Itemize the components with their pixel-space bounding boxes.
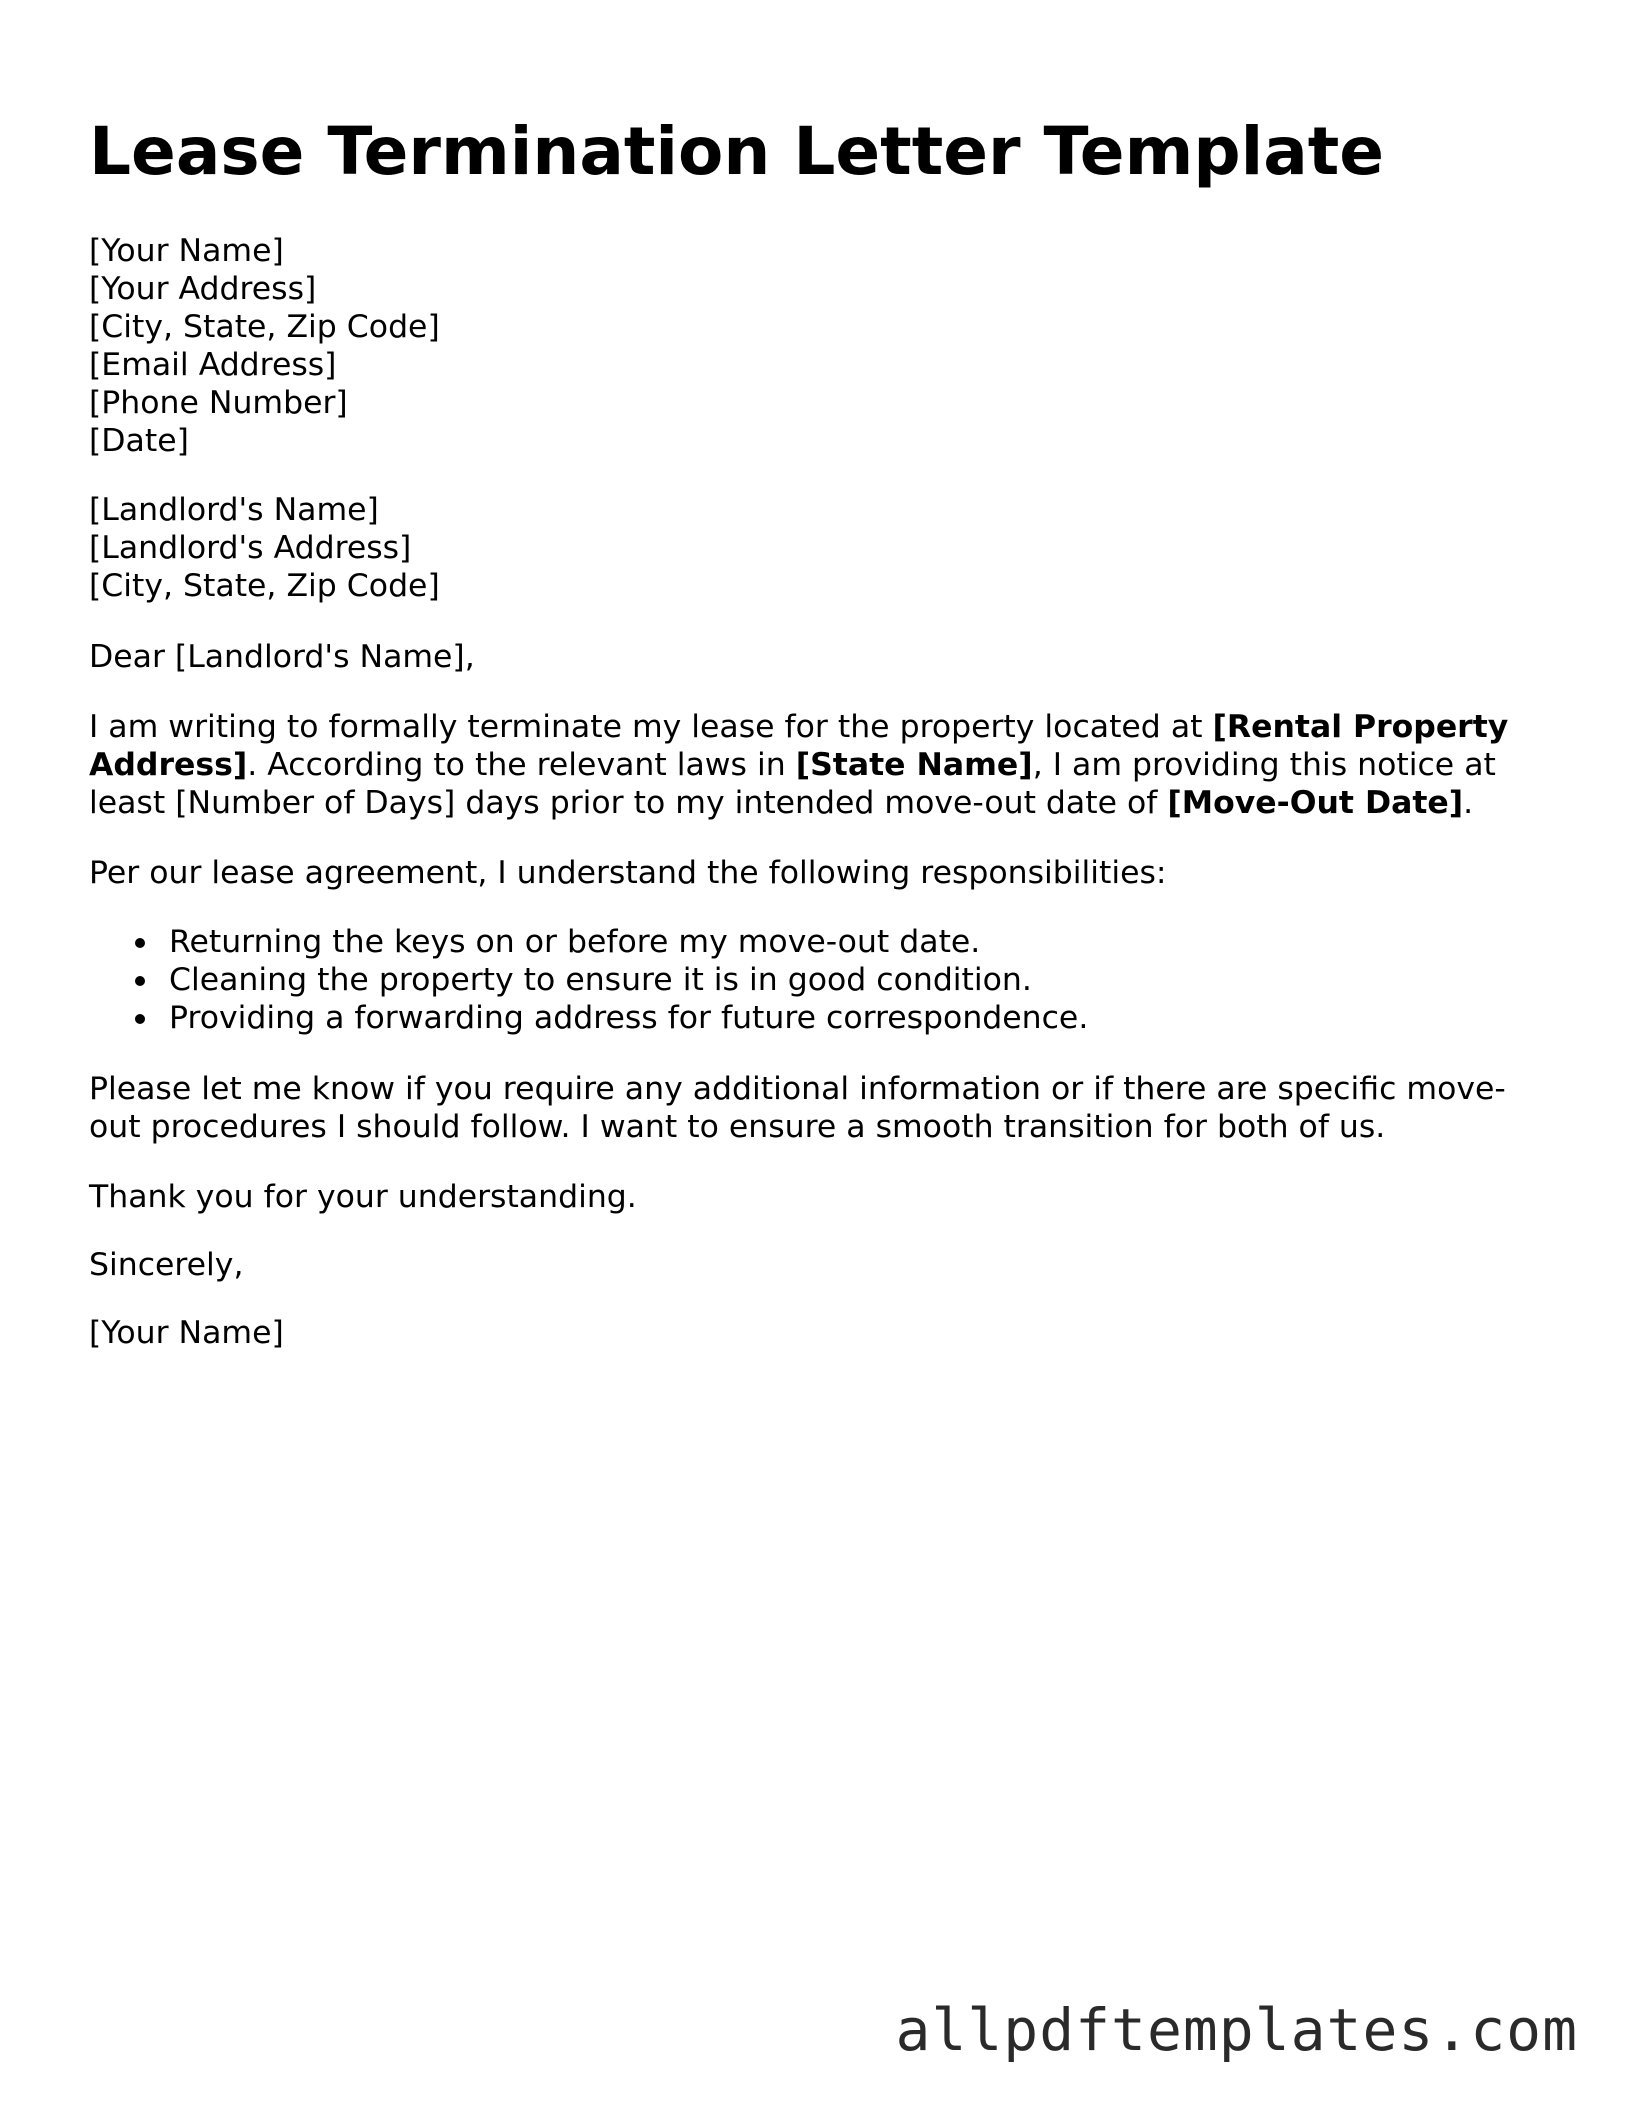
- sender-email: [Email Address]: [89, 347, 337, 383]
- landlord-address-block: [89, 491, 1549, 605]
- salutation-text: Dear [Landlord's Name],: [89, 639, 475, 675]
- list-item-text: Returning the keys on or before my move-out date.: [169, 924, 981, 960]
- sender-address: [Your Address]: [89, 271, 317, 307]
- watermark: allpdftemplates.com: [895, 1996, 1578, 2064]
- additional-info-text: Please let me know if you require any additional information or if there are specific move-out procedures I should follow. I want to ensure a smooth transition for both of us.: [89, 1071, 1506, 1145]
- property-address: [Rental Property Address]: [89, 709, 1509, 783]
- body-paragraph: [89, 708, 1549, 822]
- page-title: Lease Termination Letter Template: [89, 113, 1385, 190]
- body-text-2: . According to the relevant laws in: [247, 747, 796, 783]
- list-item: [89, 923, 1549, 961]
- list-item: [89, 999, 1549, 1037]
- closing: [89, 1246, 1549, 1284]
- move-out-date: [Move-Out Date]: [1167, 785, 1464, 821]
- list-item: [89, 961, 1549, 999]
- bullet-icon: [135, 938, 145, 948]
- sender-phone: [Phone Number]: [89, 385, 348, 421]
- list-item-text: Cleaning the property to ensure it is in good condition.: [169, 962, 1032, 998]
- letter-date: [Date]: [89, 423, 189, 459]
- closing-text: Sincerely,: [89, 1247, 244, 1283]
- thanks: [89, 1178, 1549, 1216]
- list-item-text: Providing a forwarding address for future correspondence.: [169, 1000, 1089, 1036]
- responsibilities-list: [89, 923, 1549, 1037]
- body-text-4: .: [1463, 785, 1474, 821]
- thanks-text: Thank you for your understanding.: [89, 1179, 637, 1215]
- responsibilities-intro: [89, 854, 1549, 892]
- landlord-city-state-zip: [City, State, Zip Code]: [89, 568, 440, 604]
- landlord-address: [Landlord's Address]: [89, 530, 412, 566]
- additional-info-paragraph: [89, 1070, 1539, 1146]
- signature: [89, 1314, 1549, 1352]
- sender-city-state-zip: [City, State, Zip Code]: [89, 309, 440, 345]
- body-text-3: , I am providing this notice at least [Number of Days] days prior to my intended move-out date of: [89, 747, 1496, 821]
- salutation: [89, 638, 1549, 676]
- responsibilities-intro-text: Per our lease agreement, I understand the following responsibilities:: [89, 855, 1167, 891]
- bullet-icon: [135, 976, 145, 986]
- signature-text: [Your Name]: [89, 1315, 284, 1351]
- sender-address-block: [89, 232, 1549, 460]
- landlord-name: [Landlord's Name]: [89, 492, 379, 528]
- bullet-icon: [135, 1014, 145, 1024]
- state-name: [State Name]: [795, 747, 1033, 783]
- sender-name: [Your Name]: [89, 233, 284, 269]
- body-text-1: I am writing to formally terminate my lease for the property located at: [89, 709, 1213, 745]
